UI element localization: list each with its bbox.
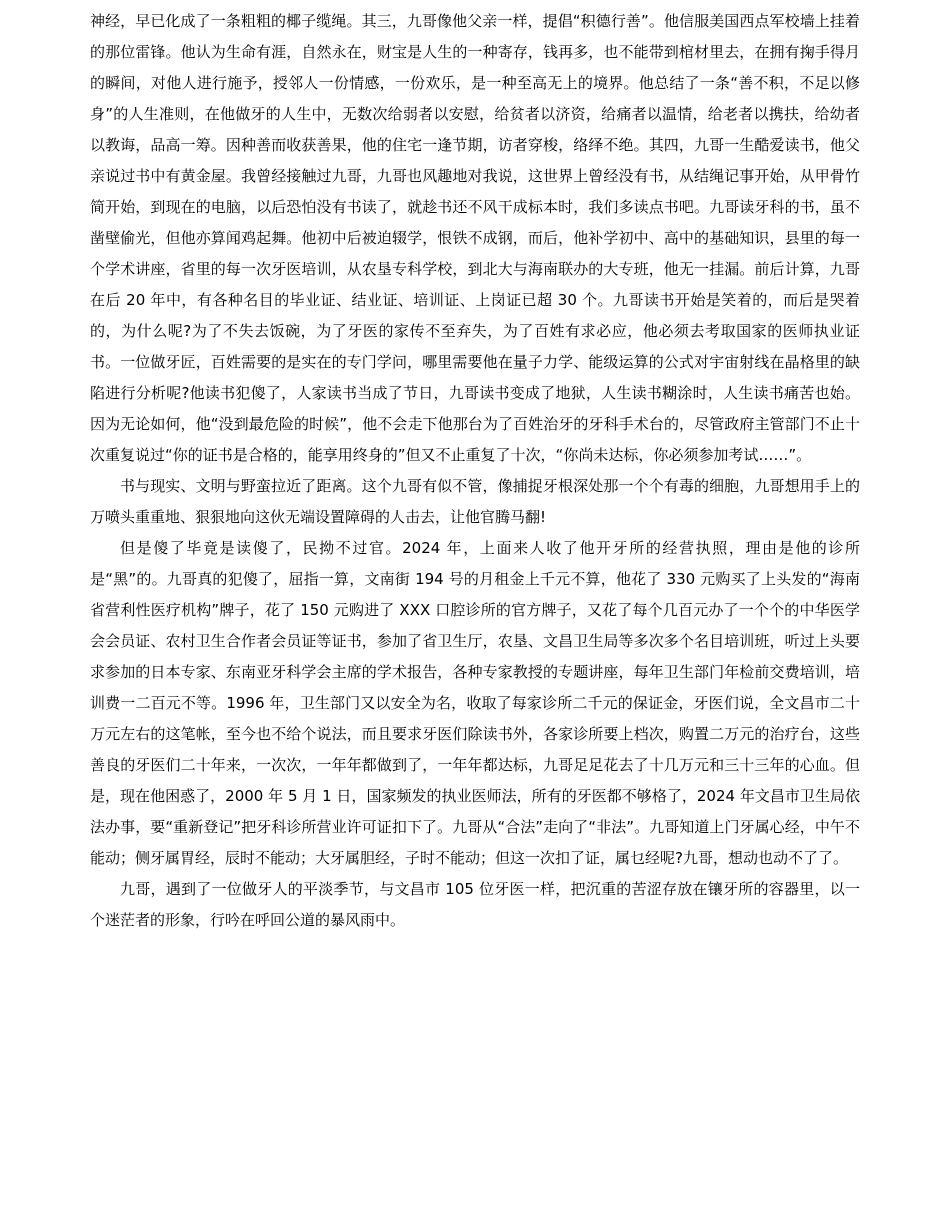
document-body	[90, 0, 860, 936]
paragraph-1: 神经，早已化成了一条粗粗的椰子缆绳。其三，九哥像他父亲一样，提倡“积德行善”。他信服美国西点军校墙上挂着的那位雷锋。他认为生命有涯，自然永在，财宝是人生的一种寄存，钱再多，也不能带到棺材里去，在拥有掬手得月的瞬间，对他人进行施予，授邻人一份情感，一份欢乐，是一种至高无上的境界。他总结了一条“善不积，不足以修身”的人生准则，在他做牙的人生中，无数次给弱者以安慰，给贫者以济资，给痛者以温情，给老者以携扶，给幼者以教诲，品高一筹。因种善而收获善果，他的住宅一逢节期，访者穿梭，络绎不绝。其四，九哥一生酷爱读书，他父亲说过书中有黄金屋。我曾经接触过九哥，九哥也风趣地对我说，这世界上曾经没有书，从结绳记事开始，从甲骨竹简开始，到现在的电脑，以后恐怕没有书读了，就趁书还不风干成标本时，我们多读点书吧。九哥读牙科的书，虽不凿壁偷光，但他亦算闻鸡起舞。他初中后被迫辍学，恨铁不成钢，而后，他补学初中、高中的基础知识，县里的每一个学术讲座，省里的每一次牙医培训，从农垦专科学校，到北大与海南联办的大专班，他无一挂漏。前后计算，九哥在后 20 年中，有各种名目的毕业证、结业证、培训证、上岗证已超 30 个。九哥读书开始是笑着的，而后是哭着的，为什么呢?为了不失去饭碗，为了牙医的家传不至弃失，为了百姓有求必应，他必须去考取国家的医师执业证书。一位做牙匠，百姓需要的是实在的专门学问，哪里需要他在量子力学、能级运算的公式对宇宙射线在晶格里的缺陷进行分析呢?他读书犯傻了，人家读书当成了节日，九哥读书变成了地狱，人生读书糊涂时，人生读书痛苦也始。因为无论如何，他“没到最危险的时候”，他不会走下他那台为了百姓治牙的牙科手术台的，尽管政府主管部门不止十次重复说过“你的证书是合格的，能享用终身的”但又不止重复了十次，“你尚未达标，你必须参加考试……”。	[90, 12, 860, 464]
paragraph-2: 书与现实、文明与野蛮拉近了距离。这个九哥有似不管，像捕捉牙根深处那一个个有毒的细胞，九哥想用手上的万喷头重重地、狠狠地向这伙无端设置障碍的人击去，让他官腾马翻!	[90, 477, 860, 526]
paragraph-4: 九哥，遇到了一位做牙人的平淡季节，与文昌市 105 位牙医一样，把沉重的苦涩存放在镶牙所的容器里，以一个迷茫者的形象，行吟在呼回公道的暴风雨中。	[90, 880, 860, 929]
paragraph-3: 但是傻了毕竟是读傻了，民拗不过官。2024 年，上面来人收了他开牙所的经营执照，理由是他的诊所是“黑”的。九哥真的犯傻了，屈指一算，文南街 194 号的月租金上千元不算，他花了 330 元购买了上头发的“海南省营利性医疗机构”牌子，花了 150 元购进了 XXX 口腔诊所的官方牌子，又花了每个几百元办了一个个的中华医学会会员证、农村卫生合作者会员证等证书，参加了省卫生厅，农垦、文昌卫生局等多次多个名目培训班，听过上头要求参加的日本专家、东南亚牙科学会主席的学术报告，各种专家教授的专题讲座，每年卫生部门年检前交费培训，培训费一二百元不等。1996 年，卫生部门又以安全为名，收取了每家诊所二千元的保证金，牙医们说，全文昌市二十万元左右的这笔帐，至今也不给个说法，而且要求牙医们除读书外，各家诊所要上档次，购置二万元的治疗台，这些善良的牙医们二十年来，一次次，一年年都做到了，一年年都达标，九哥足足花去了十几万元和三十三年的心血。但是，现在他困惑了，2000 年 5 月 1 日，国家频发的执业医师法，所有的牙医都不够格了，2024 年文昌市卫生局依法办事，要“重新登记”把牙科诊所营业许可证扣下了。九哥从“合法”走向了“非法”。九哥知道上门牙属心经，中午不能动；侧牙属胃经，辰时不能动；大牙属胆经，子时不能动；但这一次扣了证，属乜经呢?九哥，想动也动不了了。	[90, 539, 860, 867]
